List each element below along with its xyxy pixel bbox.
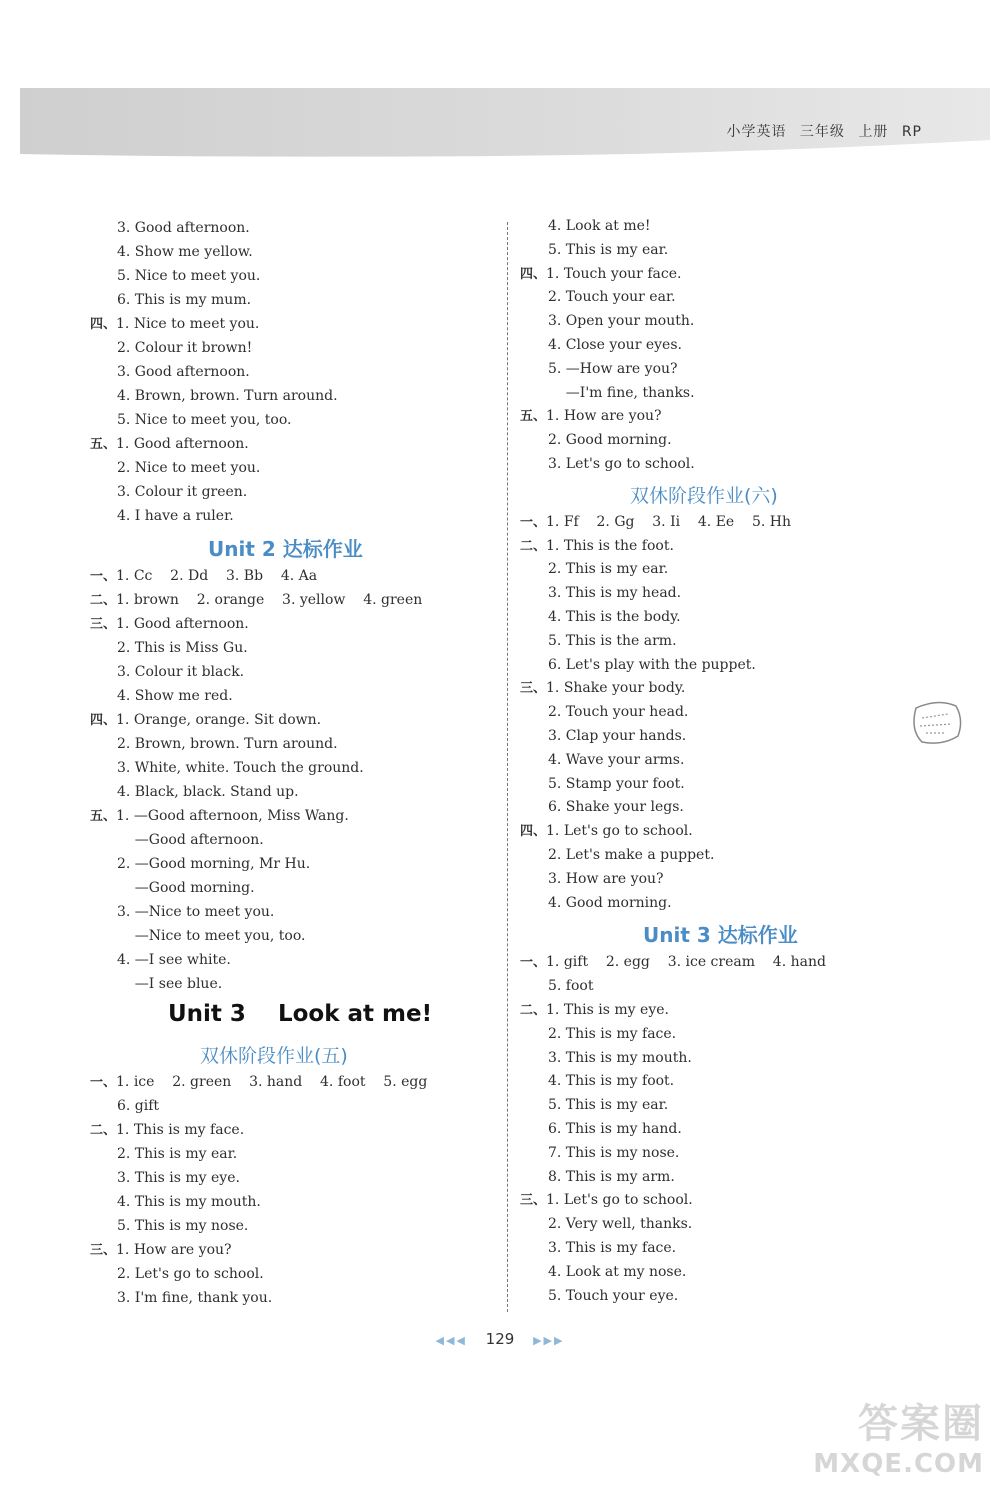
answer-line bbox=[548, 288, 676, 306]
answer-text: 1. This is the foot. bbox=[546, 537, 674, 554]
answer-line bbox=[117, 243, 253, 261]
answer-text: 2. Let's make a puppet. bbox=[548, 847, 715, 863]
answer-text: 5. Stamp your foot. bbox=[548, 775, 685, 792]
answer-text: 1. —Good afternoon, Miss Wang. bbox=[116, 808, 349, 824]
answer-text: 5. This is my ear. bbox=[548, 241, 669, 258]
answer-line bbox=[117, 267, 260, 285]
answer-text: 4. Good morning. bbox=[548, 894, 672, 911]
answer-line bbox=[548, 217, 651, 235]
answer-text: 5. —How are you? bbox=[548, 360, 678, 377]
section-marker: 二、 bbox=[520, 538, 547, 554]
answer-text: 1. This is my eye. bbox=[546, 1002, 669, 1018]
answer-text: 2. Good morning. bbox=[548, 432, 672, 449]
answer-line bbox=[117, 459, 260, 477]
answer-line bbox=[520, 822, 693, 841]
answer-line bbox=[520, 679, 685, 698]
answer-text: 3. This is my eye. bbox=[117, 1170, 240, 1186]
answer-line bbox=[548, 656, 756, 674]
section-marker: 一、 bbox=[520, 955, 547, 971]
answer-line bbox=[117, 1193, 261, 1211]
answer-line bbox=[548, 560, 668, 578]
answer-line bbox=[117, 411, 291, 429]
page-footer bbox=[0, 1330, 1000, 1348]
answer-line bbox=[520, 265, 681, 284]
answer-text: 4. Brown, brown. Turn around. bbox=[117, 388, 338, 404]
answer-line bbox=[117, 1145, 237, 1163]
answer-line bbox=[548, 798, 684, 816]
section-marker: 四、 bbox=[520, 266, 547, 282]
answer-text: 3. Open your mouth. bbox=[548, 313, 695, 330]
answer-line bbox=[117, 363, 250, 381]
answer-line bbox=[548, 1144, 679, 1162]
answer-text: 1. Orange, orange. Sit down. bbox=[116, 712, 322, 728]
answer-line bbox=[117, 663, 244, 681]
answer-line bbox=[90, 1073, 427, 1092]
section-marker: 二、 bbox=[520, 1003, 547, 1018]
section-marker: 三、 bbox=[520, 681, 547, 697]
answer-text: 1. Good afternoon. bbox=[116, 616, 249, 632]
answer-text: 1. Cc 2. Dd 3. Bb 4. Aa bbox=[116, 568, 318, 584]
answer-line bbox=[520, 513, 791, 532]
answer-line bbox=[520, 1001, 669, 1020]
answer-line bbox=[548, 727, 686, 745]
answer-text: 2. This is my ear. bbox=[548, 561, 669, 578]
section-marker: 二、 bbox=[90, 593, 117, 608]
answer-text: 6. gift bbox=[117, 1098, 160, 1114]
next-arrows-icon: ▶▶▶ bbox=[533, 1334, 565, 1347]
watermark-domain: MXQE.COM bbox=[813, 1449, 984, 1479]
answer-line bbox=[90, 1241, 232, 1260]
header-info bbox=[726, 121, 922, 141]
answer-text: 1. This is my face. bbox=[116, 1122, 245, 1138]
answer-text: 2. Brown, brown. Turn around. bbox=[117, 736, 338, 752]
header-grade: 三年级 bbox=[799, 124, 845, 140]
answer-line bbox=[117, 783, 299, 801]
answer-line bbox=[520, 953, 826, 972]
section-marker: 五、 bbox=[90, 809, 117, 824]
answer-line bbox=[117, 831, 264, 849]
answer-text: 4. This is my mouth. bbox=[117, 1194, 261, 1210]
answer-line bbox=[548, 360, 678, 378]
answer-text: 4. Wave your arms. bbox=[548, 751, 685, 768]
answer-line bbox=[117, 927, 305, 945]
answer-text: —Good morning. bbox=[117, 880, 255, 896]
section-marker: 四、 bbox=[90, 713, 117, 728]
answer-text: 6. This is my mum. bbox=[117, 292, 252, 308]
answer-text: 4. Look at my nose. bbox=[548, 1263, 687, 1280]
answer-line bbox=[117, 1217, 248, 1235]
answer-line bbox=[90, 435, 249, 454]
answer-text: 3. Colour it black. bbox=[117, 664, 245, 680]
section-marker: 三、 bbox=[90, 617, 117, 632]
section-title: Unit 2 达标作业 bbox=[208, 537, 363, 561]
section-marker: 三、 bbox=[520, 1193, 547, 1209]
answer-text: 1. Let's go to school. bbox=[546, 823, 693, 840]
answer-line bbox=[548, 870, 664, 888]
answer-line bbox=[548, 336, 682, 354]
answer-text: 6. Shake your legs. bbox=[548, 799, 684, 816]
answer-line bbox=[548, 1287, 678, 1305]
answer-text: 1. brown 2. orange 3. yellow 4. green bbox=[116, 592, 423, 608]
answer-line bbox=[548, 1049, 692, 1067]
answer-text: 6. Let's play with the puppet. bbox=[548, 656, 756, 673]
section-marker: 四、 bbox=[520, 824, 547, 840]
answer-line bbox=[90, 711, 321, 730]
answer-line bbox=[117, 219, 250, 237]
answer-text: 5. Nice to meet you. bbox=[117, 268, 261, 284]
answer-line bbox=[117, 759, 364, 777]
answer-text: 1. Good afternoon. bbox=[116, 436, 249, 452]
answer-text: 3. I'm fine, thank you. bbox=[117, 1290, 273, 1306]
answer-text: 2. Touch your head. bbox=[548, 704, 689, 721]
page-number: 129 bbox=[485, 1330, 515, 1348]
answer-text: 5. foot bbox=[548, 978, 594, 995]
answer-line bbox=[90, 615, 249, 634]
answer-line bbox=[90, 807, 349, 826]
answer-text: 5. This is the arm. bbox=[548, 632, 677, 649]
answer-line bbox=[548, 455, 695, 473]
answer-line bbox=[90, 1121, 244, 1140]
answer-text: 7. This is my nose. bbox=[548, 1144, 680, 1161]
answer-line bbox=[548, 1168, 675, 1186]
answer-line bbox=[548, 584, 681, 602]
answer-text: 2. This is my face. bbox=[548, 1025, 677, 1042]
answer-line bbox=[548, 608, 681, 626]
answer-line bbox=[548, 1263, 686, 1281]
answer-line bbox=[548, 894, 672, 912]
section-title: Unit 3 达标作业 bbox=[643, 923, 798, 948]
answer-line bbox=[117, 291, 251, 309]
answer-text: 4. Show me yellow. bbox=[117, 244, 253, 260]
answer-line bbox=[520, 537, 674, 556]
answer-text: 1. Shake your body. bbox=[546, 680, 686, 697]
answer-text: 1. gift 2. egg 3. ice cream 4. hand bbox=[546, 954, 826, 971]
answer-text: 4. This is my foot. bbox=[548, 1073, 675, 1090]
answer-line bbox=[117, 855, 310, 873]
answer-text: —I'm fine, thanks. bbox=[548, 384, 695, 401]
section-subtitle: 双休阶段作业(五) bbox=[200, 1045, 348, 1067]
answer-text: —I see blue. bbox=[117, 976, 223, 992]
header-subject: 小学英语 bbox=[726, 124, 787, 140]
answer-line bbox=[548, 846, 714, 864]
answer-text: 5. This is my nose. bbox=[117, 1218, 249, 1234]
answer-text: 3. Good afternoon. bbox=[117, 220, 250, 236]
section-marker: 五、 bbox=[90, 437, 117, 452]
answer-text: 4. Close your eyes. bbox=[548, 337, 682, 353]
answer-line bbox=[548, 1215, 692, 1233]
answer-line bbox=[548, 1025, 676, 1043]
answer-text: 4. This is the body. bbox=[548, 609, 681, 625]
answer-line bbox=[548, 751, 684, 769]
answer-text: 1. Ff 2. Gg 3. Ii 4. Ee 5. Hh bbox=[546, 513, 792, 530]
answer-text: 5. Touch your eye. bbox=[548, 1287, 679, 1304]
section-subtitle: 双休阶段作业(六) bbox=[630, 484, 778, 507]
answer-line bbox=[548, 384, 695, 402]
answer-text: 2. Very well, thanks. bbox=[548, 1216, 693, 1233]
answer-line bbox=[117, 903, 274, 921]
answer-text: 3. This is my head. bbox=[548, 585, 682, 602]
answer-text: —Good afternoon. bbox=[117, 832, 264, 848]
answer-line bbox=[90, 315, 259, 334]
answer-text: —Nice to meet you, too. bbox=[117, 928, 306, 944]
header-volume: 上册 bbox=[858, 124, 889, 140]
answer-text: 8. This is my arm. bbox=[548, 1168, 675, 1185]
answer-line bbox=[117, 735, 338, 753]
answer-line bbox=[548, 1239, 676, 1257]
answer-line bbox=[117, 639, 248, 657]
answer-text: 3. Good afternoon. bbox=[117, 364, 250, 380]
answer-text: 1. Let's go to school. bbox=[546, 1192, 693, 1209]
answer-text: 3. This is my mouth. bbox=[548, 1049, 692, 1066]
answer-text: 5. This is my ear. bbox=[548, 1097, 669, 1114]
answer-text: 3. Let's go to school. bbox=[548, 456, 695, 472]
answer-line bbox=[117, 951, 231, 969]
answer-line bbox=[117, 387, 338, 405]
answer-text: 3. How are you? bbox=[548, 870, 664, 887]
answer-text: 1. Nice to meet you. bbox=[116, 316, 260, 332]
prev-arrows-icon: ◀◀◀ bbox=[435, 1334, 467, 1347]
answer-line bbox=[90, 591, 422, 610]
answer-text: 3. —Nice to meet you. bbox=[117, 904, 275, 920]
section-marker: 一、 bbox=[90, 1075, 117, 1090]
watermark-title: 答案圈 bbox=[858, 1401, 984, 1447]
stamp-icon bbox=[908, 698, 966, 752]
answer-text: 1. ice 2. green 3. hand 4. foot 5. egg bbox=[116, 1074, 428, 1090]
answer-line bbox=[548, 977, 593, 995]
answer-line bbox=[117, 687, 233, 705]
answer-text: 2. Nice to meet you. bbox=[117, 460, 261, 476]
answer-line bbox=[548, 1072, 674, 1090]
section-marker: 四、 bbox=[90, 317, 117, 332]
answer-text: 2. This is Miss Gu. bbox=[117, 640, 248, 656]
answer-line bbox=[117, 975, 222, 993]
section-marker: 一、 bbox=[90, 569, 117, 584]
answer-text: 2. Let's go to school. bbox=[117, 1266, 264, 1282]
answer-line bbox=[548, 1120, 682, 1138]
answer-text: 2. This is my ear. bbox=[117, 1146, 238, 1162]
answer-line bbox=[117, 1265, 264, 1283]
answer-text: 4. Show me red. bbox=[117, 688, 233, 704]
answer-line bbox=[548, 703, 688, 721]
answer-text: 2. Colour it brown! bbox=[117, 340, 253, 356]
answer-line bbox=[548, 775, 685, 793]
answer-text: 4. Look at me! bbox=[548, 218, 651, 234]
answer-text: 3. Colour it green. bbox=[117, 484, 248, 500]
answer-line bbox=[548, 1096, 668, 1114]
answer-line bbox=[117, 1097, 159, 1115]
section-marker: 三、 bbox=[90, 1243, 117, 1258]
answer-line bbox=[548, 632, 677, 650]
answer-text: 1. Touch your face. bbox=[546, 265, 682, 282]
answer-text: 3. White, white. Touch the ground. bbox=[117, 760, 364, 776]
unit-heading: Unit 3 Look at me! bbox=[168, 1001, 433, 1027]
answer-text: 5. Nice to meet you, too. bbox=[117, 412, 292, 428]
answer-text: 4. I have a ruler. bbox=[117, 508, 234, 524]
answer-line bbox=[548, 241, 668, 259]
answer-line bbox=[117, 483, 247, 501]
answer-text: 6. This is my hand. bbox=[548, 1121, 682, 1137]
answer-line bbox=[520, 1191, 693, 1210]
answer-text: 2. Touch your ear. bbox=[548, 289, 676, 306]
answer-text: 4. —I see white. bbox=[117, 952, 231, 968]
answer-line bbox=[117, 879, 255, 897]
answer-line bbox=[117, 1169, 240, 1187]
answer-line bbox=[117, 339, 252, 357]
answer-line bbox=[117, 1289, 272, 1307]
header-edition: RP bbox=[901, 124, 922, 140]
answer-line bbox=[548, 312, 694, 330]
answer-text: 4. Black, black. Stand up. bbox=[117, 784, 299, 800]
answer-line bbox=[117, 507, 234, 525]
column-divider bbox=[507, 222, 508, 1312]
answer-text: 1. How are you? bbox=[116, 1242, 232, 1258]
section-marker: 二、 bbox=[90, 1123, 117, 1138]
answer-text: 2. —Good morning, Mr Hu. bbox=[117, 856, 311, 872]
answer-text: 3. Clap your hands. bbox=[548, 728, 687, 744]
section-marker: 一、 bbox=[520, 514, 547, 530]
answer-text: 3. This is my face. bbox=[548, 1240, 677, 1256]
answer-line bbox=[548, 431, 672, 449]
section-marker: 五、 bbox=[520, 409, 547, 425]
watermark bbox=[813, 1392, 984, 1479]
answer-text: 1. How are you? bbox=[546, 408, 662, 425]
answer-line bbox=[520, 407, 662, 426]
answer-line bbox=[90, 567, 317, 586]
